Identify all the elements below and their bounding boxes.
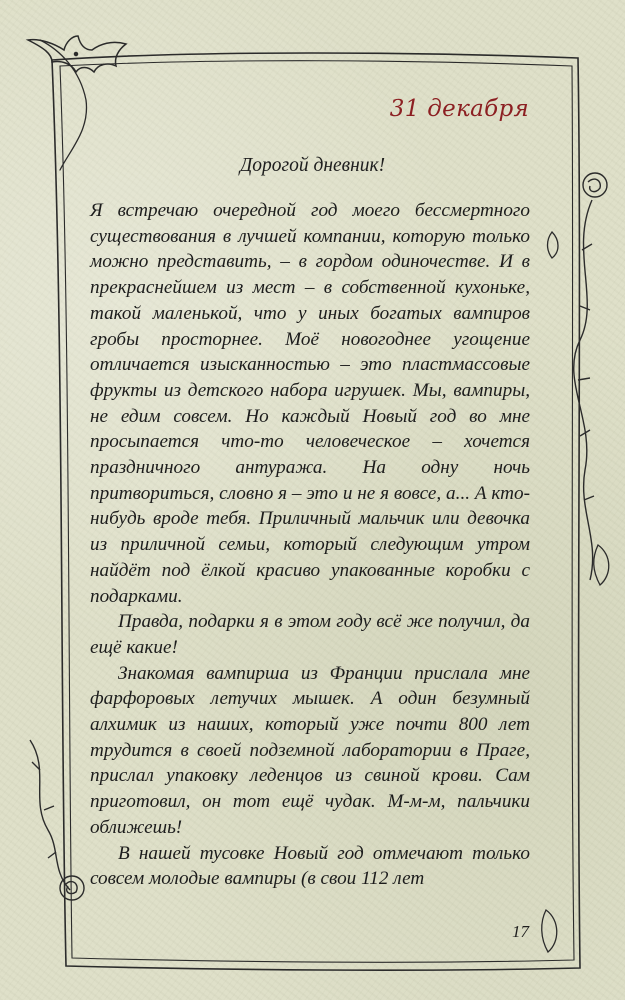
leaf-icon — [542, 910, 557, 952]
thorny-vine-icon — [574, 200, 594, 580]
paragraph: Знакомая вампирша из Франции прислала мне фарфоровых летучих мышек. А один безумный алхимик из наших, который уже почти 800 лет трудится в своей подземной лаборатории в Праге, прислал упаковку леденцов из свиной крови. Сам приготовил, он тот ещё чудак. М-м-м, пальчики оближешь! — [90, 662, 530, 838]
paragraph: Я встречаю очередной год моего бессмертного существования в лучшей компании, которую только можно представить, – в гордом одиночестве. И в прекраснейшем из мест – в собственной кухоньке, такой маленькой, что у иных богатых вампиров гробы просторнее. Моё новогоднее угощение отличается изысканностью – это пластмассовые фрукты из детского набора игрушек. Мы, вампиры, не едим совсем. Но каждый Новый год во мне просыпается что-то человеческое – хочется праздничного антуража. На одну ночь притвориться, словно я – это и не я вовсе, а... А кто-нибудь вроде тебя. Приличный мальчик или девочка из приличной семьи, который следующим утром найдёт под ёлкой красиво упакованные коробки с подарками. — [90, 200, 530, 607]
paragraph: В нашей тусовке Новый год отмечают только совсем молодые вампиры (в свои 112 лет — [90, 842, 530, 890]
date-heading: 31 декабря — [389, 96, 529, 122]
page-number: 17 — [512, 922, 529, 941]
rose-icon — [60, 876, 84, 900]
diary-body — [90, 198, 530, 892]
paragraph: Правда, подарки я в этом году всё же получил, да ещё какие! — [90, 611, 530, 658]
bat-icon — [28, 36, 126, 72]
greeting-line: Дорогой дневник! — [239, 155, 386, 176]
